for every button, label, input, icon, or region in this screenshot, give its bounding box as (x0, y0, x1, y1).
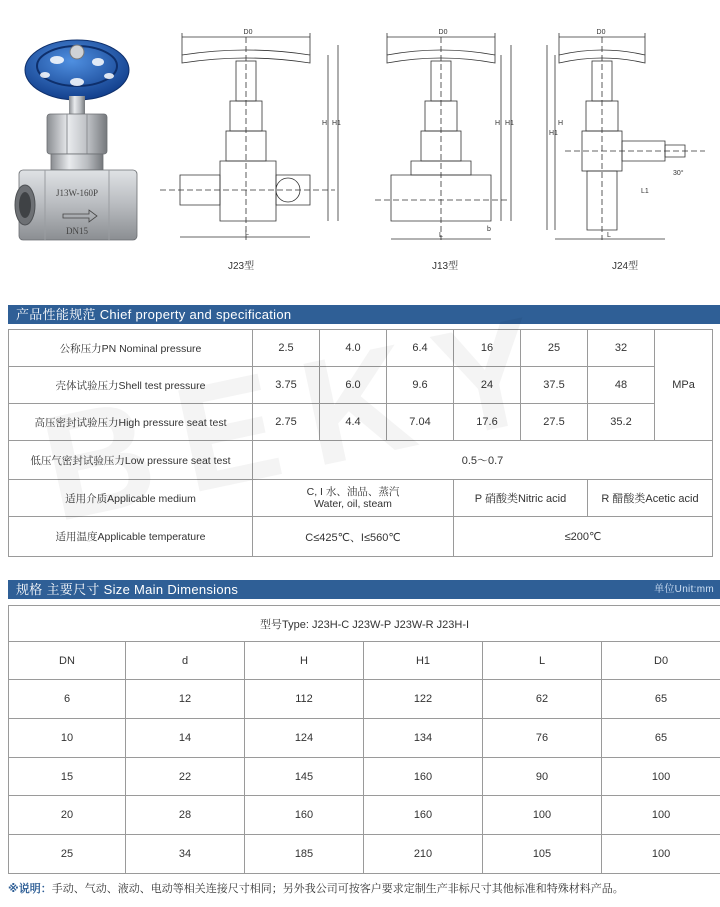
dims-header: d (126, 642, 245, 680)
drawing-j23 (160, 25, 345, 255)
dims-row (9, 719, 720, 758)
dims-header: D0 (602, 642, 720, 680)
dims-cell: 6 (9, 680, 126, 719)
dims-section-title: 规格 主要尺寸 Size Main Dimensions (16, 582, 239, 597)
spec-medium-c-line2: Water, oil, steam (314, 498, 392, 510)
dims-cell: 34 (126, 835, 245, 874)
dims-cell: 160 (364, 796, 483, 835)
dims-unit-label: 单位Unit:mm (654, 584, 714, 595)
dims-header-row (9, 642, 720, 680)
dims-type-row (9, 606, 720, 642)
dims-cell: 100 (602, 758, 720, 796)
j23-caption: J23型 (228, 261, 255, 272)
spec-cell: 4.0 (320, 330, 387, 367)
spec-cell: 7.04 (387, 404, 454, 441)
spec-cell: 35.2 (588, 404, 655, 441)
j23-d0-label: D0 (243, 29, 253, 36)
dims-cell: 124 (245, 719, 364, 758)
j23-l-label: L (245, 230, 249, 237)
j13-h1-label: H1 (505, 120, 514, 127)
spec-row-label: 低压气密封试验压力Low pressure seat test (9, 441, 253, 480)
spec-cell: 17.6 (454, 404, 521, 441)
footnote-text: 手动、气动、液动、电动等相关连接尺寸相同；另外我公司可按客户要求定制生产非标尺寸其他标准和特殊材料产品。 (51, 883, 624, 895)
spec-medium-c-line1: C, I 水、油品、蒸汽 (306, 486, 400, 498)
spec-medium-c (253, 480, 454, 517)
spec-row-label: 壳体试验压力Shell test pressure (9, 367, 253, 404)
dims-cell: 185 (245, 835, 364, 874)
spec-cell: 0.5～0.7 (253, 441, 713, 480)
dims-row (9, 680, 720, 719)
spec-cell: 48 (588, 367, 655, 404)
spec-cell: 32 (588, 330, 655, 367)
spec-cell: 2.75 (253, 404, 320, 441)
spec-row (9, 330, 713, 367)
photo-body-marking: J13W-160P (55, 188, 99, 198)
spec-cell: 37.5 (521, 367, 588, 404)
j13-b-label: b (487, 226, 491, 233)
dims-cell: 134 (364, 719, 483, 758)
spec-cell: 27.5 (521, 404, 588, 441)
dims-header: H (245, 642, 364, 680)
spec-cell: 16 (454, 330, 521, 367)
dims-cell: 145 (245, 758, 364, 796)
spec-row-label: 适用温度Applicable temperature (9, 517, 253, 557)
valve-photo (5, 30, 150, 250)
dims-cell: 100 (602, 796, 720, 835)
j24-caption: J24型 (612, 261, 639, 272)
dims-cell: 65 (602, 680, 720, 719)
dims-cell: 22 (126, 758, 245, 796)
dims-cell: 160 (245, 796, 364, 835)
footnote (8, 880, 624, 896)
spec-row (9, 441, 713, 480)
spec-table (8, 329, 713, 557)
dims-row (9, 796, 720, 835)
spec-cell: 6.4 (387, 330, 454, 367)
dims-cell: 76 (483, 719, 602, 758)
dims-cell: 62 (483, 680, 602, 719)
dims-header: H1 (364, 642, 483, 680)
spec-medium-r: R 醋酸类Acetic acid (588, 480, 713, 517)
j13-h-label: H (495, 120, 501, 127)
footnote-prefix: ※说明： (8, 883, 52, 895)
j24-angle-label: 30° (673, 170, 684, 177)
spec-cell: 6.0 (320, 367, 387, 404)
dims-cell: 210 (364, 835, 483, 874)
dims-cell: 25 (9, 835, 126, 874)
spec-row (9, 404, 713, 441)
dims-cell: 90 (483, 758, 602, 796)
spec-section-title: 产品性能规范 Chief property and specification (16, 307, 292, 322)
j13-d0-label: D0 (438, 29, 448, 36)
dims-cell: 65 (602, 719, 720, 758)
spec-cell: 4.4 (320, 404, 387, 441)
spec-row (9, 367, 713, 404)
spec-temp-c: C≤425℃、I≤560℃ (253, 517, 454, 557)
dims-row (9, 758, 720, 796)
dims-table (8, 605, 720, 874)
dims-cell: 100 (602, 835, 720, 874)
dims-header: L (483, 642, 602, 680)
dims-cell: 100 (483, 796, 602, 835)
j23-h1-label: H1 (332, 120, 341, 127)
dims-type-line: 型号Type: J23H-C J23W-P J23W-R J23H-I (9, 606, 720, 642)
dims-cell: 122 (364, 680, 483, 719)
spec-row-label: 适用介质Applicable medium (9, 480, 253, 517)
dims-cell: 14 (126, 719, 245, 758)
j24-l1-label: L1 (641, 188, 649, 195)
j24-h1-label: H1 (549, 130, 558, 137)
dims-section-header (8, 580, 720, 599)
spec-cell: 2.5 (253, 330, 320, 367)
j24-h-label: H (558, 120, 564, 127)
spec-section-header (8, 305, 720, 324)
dims-cell: 105 (483, 835, 602, 874)
j24-d0-label: D0 (596, 29, 606, 36)
dims-row (9, 835, 720, 874)
dims-cell: 10 (9, 719, 126, 758)
drawing-j13 (365, 25, 530, 255)
j23-h-label: H (322, 120, 328, 127)
dims-cell: 28 (126, 796, 245, 835)
photo-dn-marking: DN15 (66, 226, 88, 236)
dims-cell: 112 (245, 680, 364, 719)
spec-medium-p: P 硝酸类Nitric acid (454, 480, 588, 517)
dims-cell: 160 (364, 758, 483, 796)
dims-cell: 15 (9, 758, 126, 796)
spec-cell: 3.75 (253, 367, 320, 404)
dims-cell: 20 (9, 796, 126, 835)
spec-cell: 9.6 (387, 367, 454, 404)
spec-row-label: 公称压力PN Nominal pressure (9, 330, 253, 367)
j24-l-label: L (607, 232, 611, 239)
spec-cell: 25 (521, 330, 588, 367)
spec-unit: MPa (655, 330, 713, 441)
j13-caption: J13型 (432, 261, 459, 272)
drawing-j24 (545, 25, 715, 255)
spec-cell: 24 (454, 367, 521, 404)
spec-temp-other: ≤200℃ (454, 517, 713, 557)
j13-l-label: L (439, 232, 443, 239)
dims-header: DN (9, 642, 126, 680)
spec-row-label: 高压密封试验压力High pressure seat test (9, 404, 253, 441)
dims-cell: 12 (126, 680, 245, 719)
spec-row (9, 480, 713, 517)
spec-row (9, 517, 713, 557)
